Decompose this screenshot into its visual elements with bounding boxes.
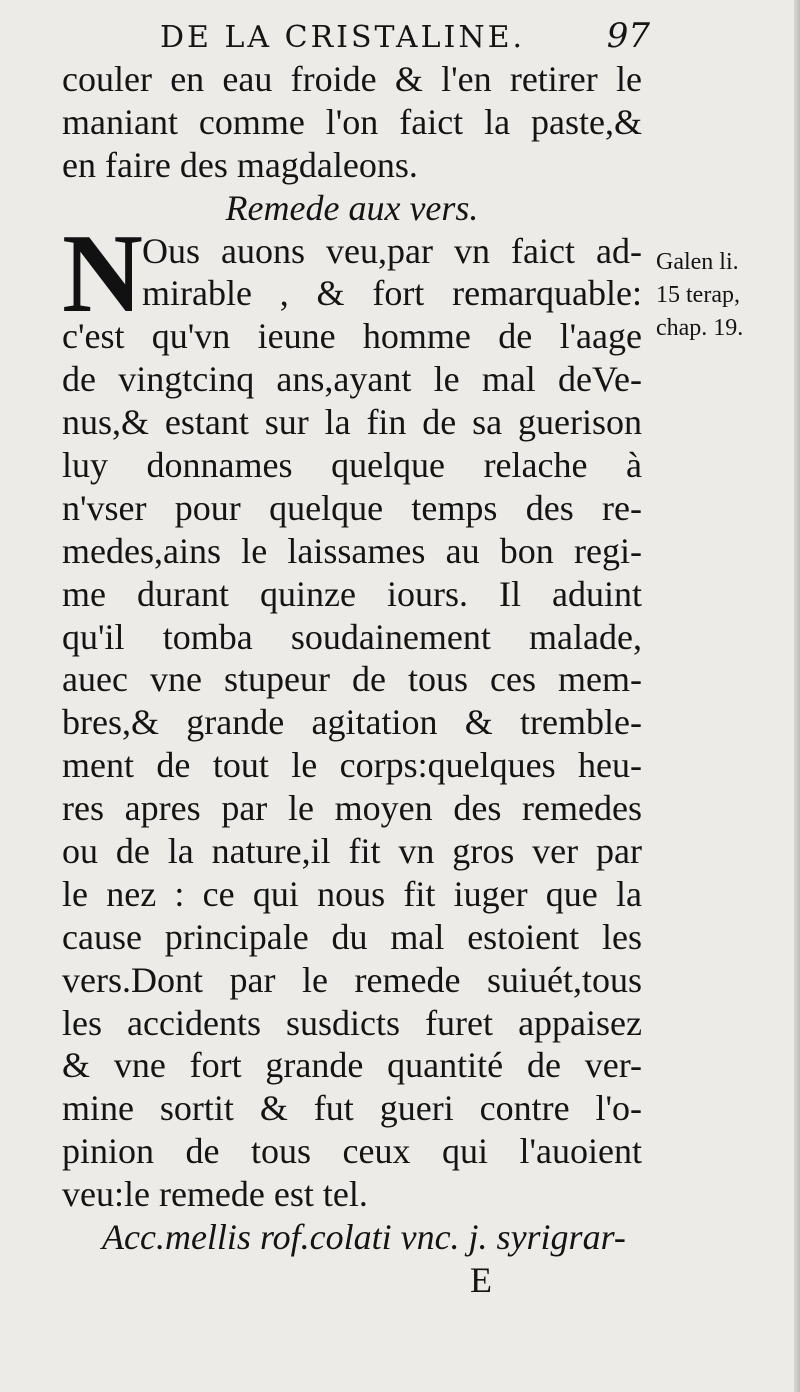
text-line: maniant comme l'on faict la paste,& — [62, 101, 642, 142]
text-line: mirable , & fort remarquable: — [142, 273, 642, 314]
text-block — [62, 58, 642, 1302]
text-line: nus,& estant sur la fin de sa guerison — [62, 402, 642, 443]
text-line: ou de la nature,il fit vn gros ver par — [62, 831, 642, 872]
text-line: auec vne stupeur de tous ces mem- — [62, 659, 642, 700]
section-title: Remede aux vers. — [225, 187, 479, 228]
catchword: E — [470, 1259, 492, 1300]
text-line: res apres par le moyen des remedes — [62, 788, 642, 829]
page-header — [160, 14, 650, 58]
margin-note-line: Galen li. — [656, 249, 739, 275]
formula-line: Acc.mellis rof.colati vnc. j. syrigrar- — [102, 1217, 626, 1258]
text-line: le nez : ce qui nous fit iuger que la — [62, 873, 642, 914]
text-line: les accidents susdicts furet appaisez — [62, 1002, 642, 1043]
text-line: ment de tout le corps:quelques heu- — [62, 745, 642, 786]
margin-note — [656, 246, 786, 345]
text-line: & vne fort grande quantité de ver- — [62, 1045, 642, 1086]
text-line: me durant quinze iours. Il aduint — [62, 573, 642, 614]
text-line: veu:le remede est tel. — [62, 1174, 368, 1215]
text-line: qu'il tomba soudainement malade, — [62, 616, 642, 657]
text-line: couler en eau froide & l'en retirer le — [62, 59, 642, 99]
text-line: cause principale du mal estoient les — [62, 916, 642, 957]
text-line: bres,& grande agitation & tremble- — [62, 702, 642, 743]
running-head: DE LA CRISTALINE. — [160, 20, 526, 55]
text-line: medes,ains le laissames au bon regi- — [62, 530, 642, 571]
text-line: Ous auons veu,par vn faict ad- — [142, 230, 642, 271]
margin-note-line: 15 terap, — [656, 282, 740, 308]
text-line: pinion de tous ceux qui l'auoient — [62, 1131, 642, 1172]
text-line: en faire des magdaleons. — [62, 144, 418, 185]
margin-note-line: chap. 19. — [656, 315, 744, 341]
text-line: c'est qu'vn ieune homme de l'aage — [62, 316, 642, 357]
text-line: n'vser pour quelque temps des re- — [62, 487, 642, 528]
text-line: vers.Dont par le remede suiuét,tous — [62, 959, 642, 1000]
page-edge — [794, 0, 800, 1392]
text-line: luy donnames quelque relache à — [62, 445, 642, 486]
drop-cap: N — [62, 212, 143, 336]
text-line: mine sortit & fut gueri contre l'o- — [62, 1088, 642, 1129]
text-line: de vingtcinq ans,ayant le mal deVe- — [62, 359, 642, 400]
page-number: 97 — [606, 16, 650, 56]
